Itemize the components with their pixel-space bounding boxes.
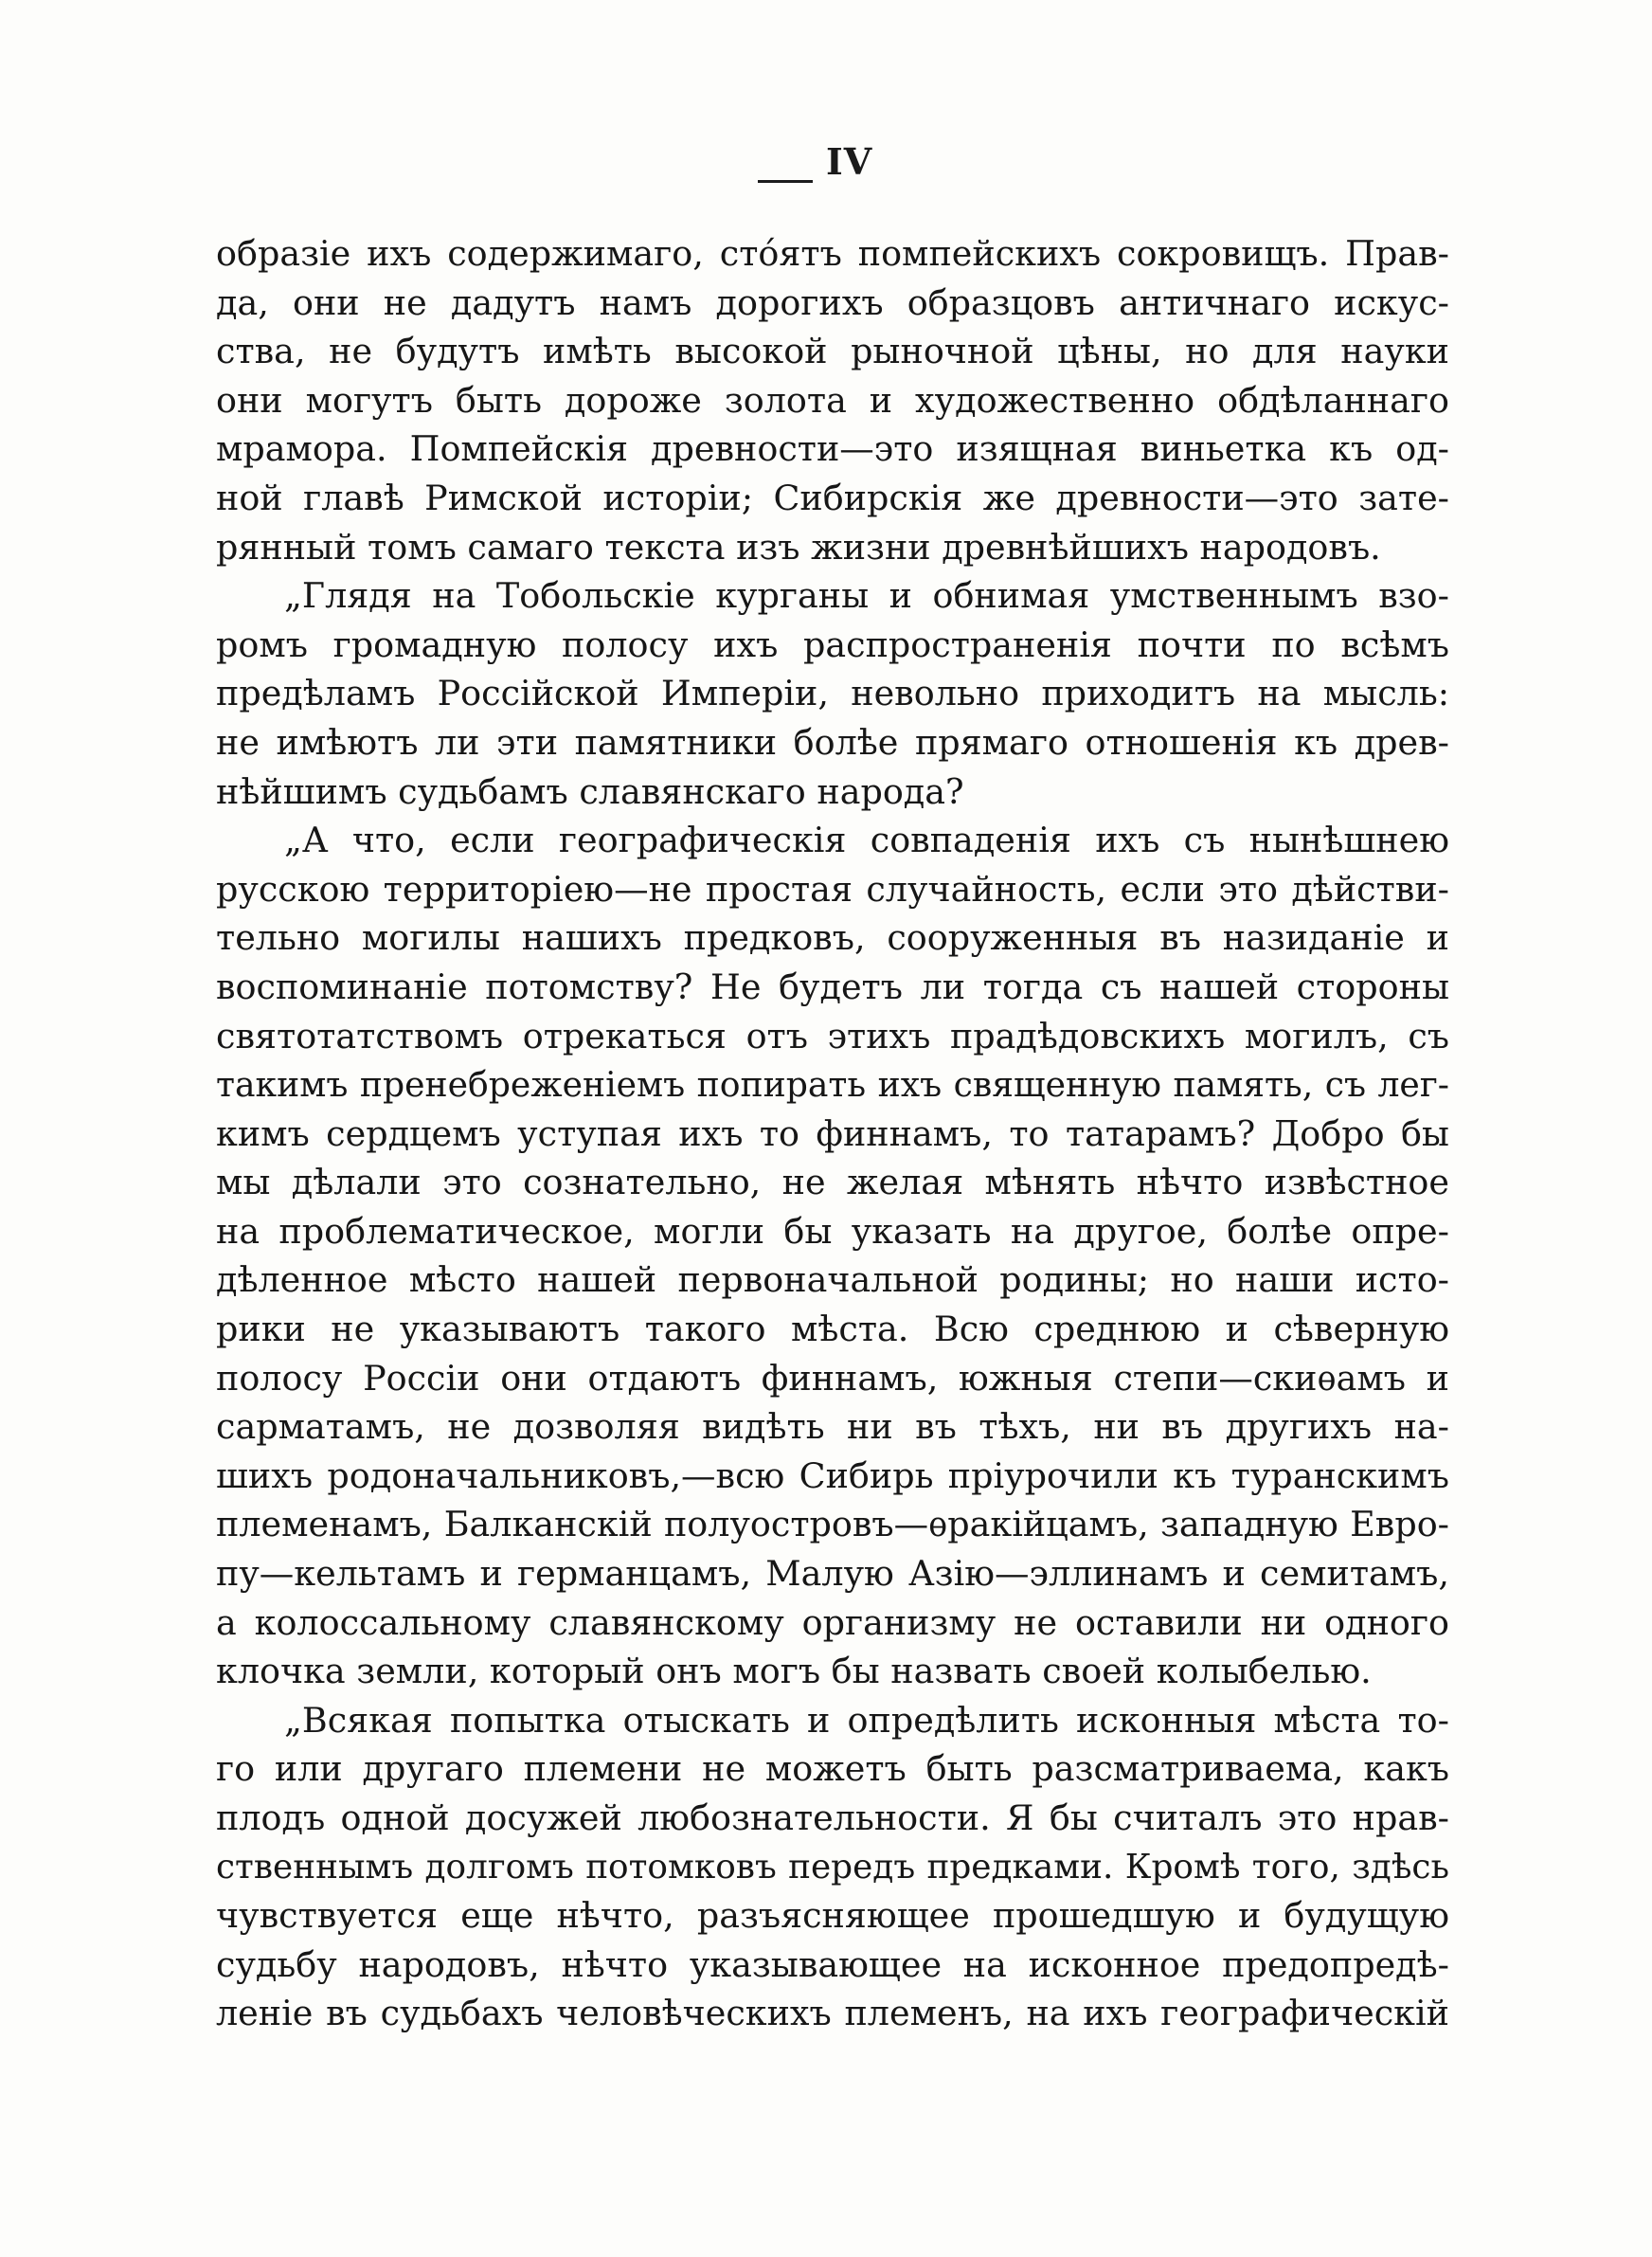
text-line: рянный томъ самаго текста изъ жизни древнѣйшихъ народовъ.	[216, 526, 1381, 568]
text-line: они могутъ быть дороже золота и художественно обдѣланнаго	[216, 379, 1449, 421]
text-line: пу—кельтамъ и германцамъ, Малую Азію—эллинамъ и семитамъ,	[216, 1553, 1449, 1595]
text-line: ства, не будутъ имѣть высокой рыночной цѣны, но для науки	[216, 331, 1449, 372]
text-line: племенамъ, Балканскій полуостровъ—ѳракійцамъ, западную Евро-	[216, 1504, 1449, 1545]
text-line: леніе въ судьбахъ человѣческихъ племенъ, на ихъ географическій	[216, 1993, 1449, 2034]
text-line: ромъ громадную полосу ихъ распространенія почти по всѣмъ	[216, 623, 1449, 665]
text-line: „А что, если географическія совпаденія ихъ съ нынѣшнею	[284, 820, 1449, 861]
text-line: го или другаго племени не можетъ быть разсматриваема, какъ	[216, 1748, 1449, 1790]
text-line: а колоссальному славянскому организму не оставили ни одного	[216, 1601, 1449, 1643]
text-line: ной главѣ Римской исторіи; Сибирскія же древности—это зате-	[216, 477, 1449, 518]
text-line: полосу Россіи они отдаютъ финнамъ, южныя степи—скиѳамъ и	[216, 1357, 1449, 1399]
text-line: русскою территоріею—не простая случайность, если это дѣйстви-	[216, 868, 1449, 910]
text-line: святотатствомъ отрекаться отъ этихъ прадѣдовскихъ могилъ, съ	[216, 1015, 1449, 1056]
text-line: воспоминаніе потомству? Не будетъ ли тогда съ нашей стороны	[216, 966, 1449, 1007]
body-text	[216, 229, 1449, 2038]
text-line: да, они не дадутъ намъ дорогихъ образцовъ античнаго искус-	[216, 281, 1449, 323]
text-line: образіе ихъ содержимаго, стóятъ помпейскихъ сокровищъ. Прав-	[216, 233, 1449, 274]
text-line: чувствуется еще нѣчто, разъясняющее прошедшую и будущую	[216, 1895, 1449, 1937]
text-line: сарматамъ, не дозволяя видѣть ни въ тѣхъ, ни въ другихъ на-	[216, 1406, 1449, 1448]
text-line: такимъ пренебреженіемъ попирать ихъ священную память, съ лег-	[216, 1064, 1449, 1106]
text-line: судьбу народовъ, нѣчто указывающее на исконное предопредѣ-	[216, 1943, 1449, 1985]
text-line: шихъ родоначальниковъ,—всю Сибирь пріурочили къ туранскимъ	[216, 1454, 1449, 1496]
text-line: мы дѣлали это сознательно, не желая мѣнять нѣчто извѣстное	[216, 1162, 1449, 1203]
page-header	[748, 140, 881, 188]
text-line: тельно могилы нашихъ предковъ, сооруженныя въ назиданіе и	[216, 917, 1449, 959]
text-line: „Всякая попытка отыскать и опредѣлить исконныя мѣста то-	[284, 1699, 1449, 1741]
text-line: плодъ одной досужей любознательности. Я бы считалъ это нрав-	[216, 1797, 1449, 1838]
page-number: IV	[826, 140, 873, 183]
text-line: нѣйшимъ судьбамъ славянскаго народа?	[216, 770, 964, 812]
text-line: мрамора. Помпейскія древности—это изящная виньетка къ од-	[216, 428, 1449, 470]
text-line: на проблематическое, могли бы указать на другое, болѣе опре-	[216, 1210, 1449, 1252]
text-line: не имѣютъ ли эти памятники болѣе прямаго отношенія къ древ-	[216, 721, 1449, 763]
text-line: дѣленное мѣсто нашей первоначальной родины; но наши исто-	[216, 1259, 1449, 1301]
text-line: „Глядя на Тобольскіе курганы и обнимая умственнымъ взо-	[284, 575, 1449, 617]
text-line: кимъ сердцемъ уступая ихъ то финнамъ, то татарамъ? Добро бы	[216, 1112, 1449, 1154]
text-line: предѣламъ Россійской Имперіи, невольно приходитъ на мысль:	[216, 673, 1449, 714]
header-dash	[758, 180, 813, 183]
text-line: клочка земли, который онъ могъ бы назвать своей колыбелью.	[216, 1651, 1372, 1692]
text-line: ственнымъ долгомъ потомковъ передъ предками. Кромѣ того, здѣсь	[216, 1847, 1449, 1887]
text-line: рики не указываютъ такого мѣста. Всю среднюю и сѣверную	[216, 1309, 1449, 1350]
